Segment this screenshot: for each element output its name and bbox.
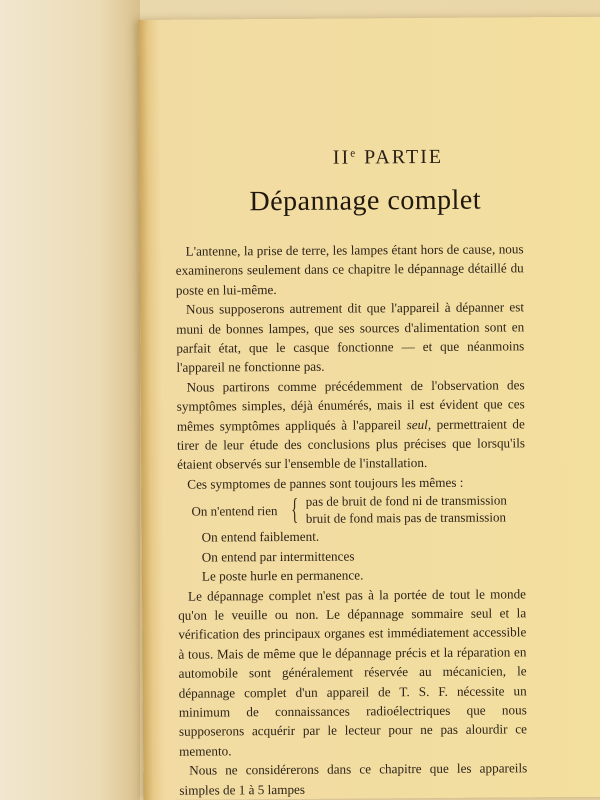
symptom-line: On entend par intermittences <box>201 548 355 565</box>
symptom-line: Le poste hurle en permanence. <box>201 567 364 584</box>
symptom-label: On n'entend rien <box>191 502 278 519</box>
paragraph-final: Le dépannage complet n'est pas à la portée de tout le monde qu'on le veuille ou non. Le dépannage sommaire seul et la vérification des principaux organes est immédiatement accessible à tous. Mais de même que le dépannage précis et la réparation en automobile sont généralement réservée au mécanicien, le dépannage complet d'un appareil de T. S. F. nécessite un minimum de connaissances radioélectriques que nous supposerons acquérir par le lecteur pour ne pas alourdir ce memento. <box>178 585 528 759</box>
part-word: PARTIE <box>364 145 444 169</box>
paragraph-3-after: , permettraient de tirer de leur étude des conclusions plus précises que lorsqu'ils étaient observés sur l'ensemble de l'installation. <box>176 415 526 473</box>
part-title <box>263 145 513 170</box>
paragraph-3-italic: seul <box>406 416 428 432</box>
paragraph-3 <box>176 375 525 474</box>
body-text <box>176 239 528 799</box>
paragraph-3-before: Nous partirons comme précédemment de l'observation des symptômes simples, déjà énumérés, mais il est évident que ces mêmes symptômes appliqués à l'appareil <box>176 377 525 434</box>
symptom-option: bruit de fond mais pas de transmission <box>305 509 506 527</box>
symptom-list <box>202 526 526 586</box>
symptom-line: On entend faiblement. <box>201 529 320 545</box>
symptom-options <box>306 492 507 527</box>
paragraph-last: Nous ne considérerons dans ce chapitre que les appareils simples de 1 à 5 lampes <box>179 760 528 798</box>
symptom-option: pas de bruit de fond ni de transmission <box>305 492 507 510</box>
part-sup: e <box>350 147 358 160</box>
paragraph-1: L'antenne, la prise de terre, les lampes étant hors de cause, nous examinerons seulement dans ce chapitre le dépannage détaillé du poste en lui-même. <box>175 241 524 298</box>
left-page <box>0 0 140 800</box>
symptoms-intro: Ces symptomes de pannes sont toujours les mêmes : <box>187 474 464 492</box>
part-roman: II <box>332 146 351 169</box>
chapter-title: Dépannage complet <box>249 184 482 218</box>
paragraph-2: Nous supposerons autrement dit que l'appareil à dépanner est muni de bonnes lampes, que ses sources d'alimentation sont en parfait état, que le casque fonctionne — et que néanmoins l'appareil ne fonctionne pas. <box>176 299 525 376</box>
symptom-group <box>191 492 525 528</box>
brace-icon: { <box>290 493 299 527</box>
book-page <box>138 17 600 800</box>
